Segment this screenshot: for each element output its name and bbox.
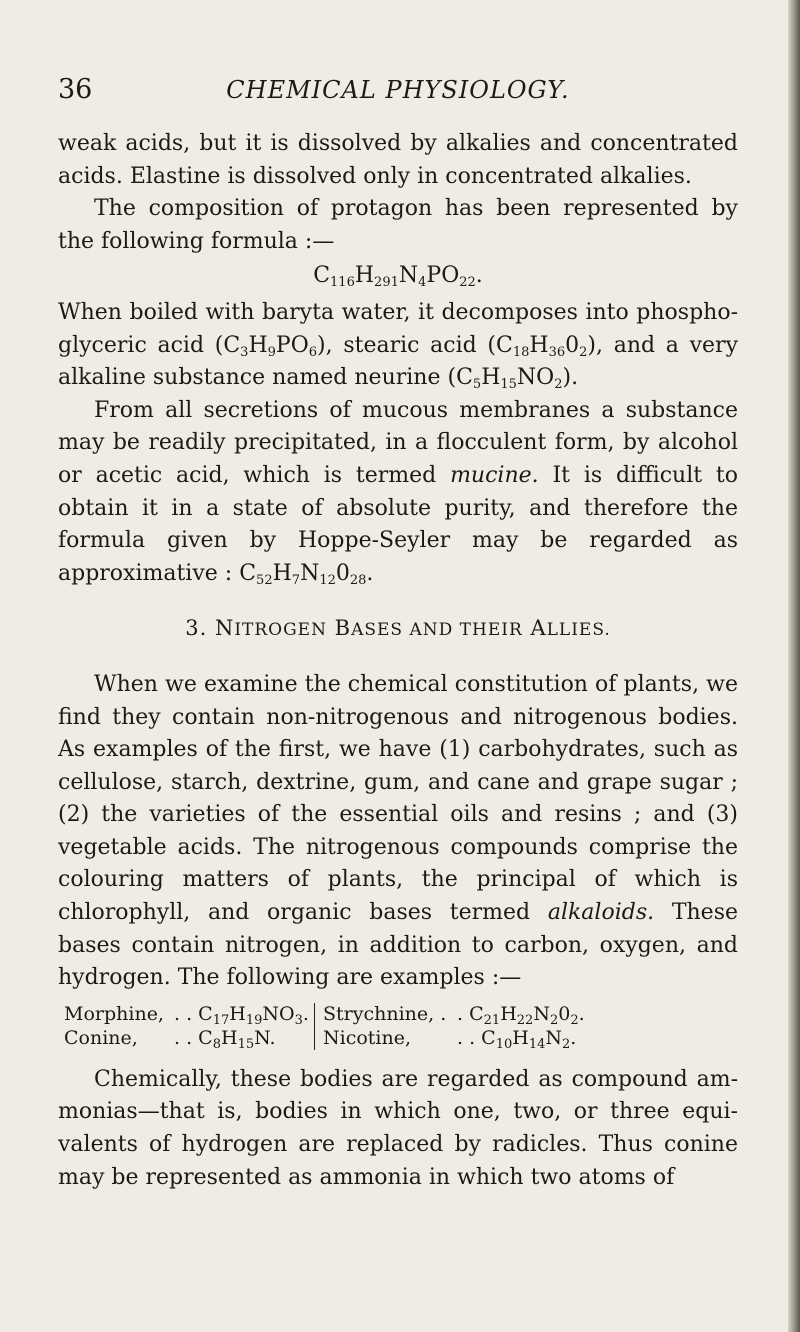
page-number: 36 bbox=[58, 74, 93, 105]
paragraph-baryta: When boiled with baryta water, it decomposes into phospho-glyceric acid $(C_3H_9PO_6)$, stearic acid $(C_{18}H_{36}0_2)$, and a very alkaline substance named neurine $(C_5H_{15}NO_2)$. bbox=[58, 299, 738, 393]
example-name: Strychnine, . bbox=[323, 1002, 447, 1025]
paragraph-plants: When we examine the chemical constitution of plants, we find they contain non-nitrogenous and nitrogenous bodies. As examples of the first, we have (1) carbohydrates, such as cellulose, starch, dextrine, gum, and cane and grape sugar ; (2) the varieties of the essential oils and resins ; and (3) vegetable acids. The nitrogenous compounds comprise the colouring matters of plants, the principal of which is chlorophyll, and organic bases termed alkaloids. These bases contain nitrogen, in addition to carbon, oxygen, and hydrogen. The following are examples :— bbox=[58, 671, 739, 991]
example-formula: . . $C_{17}H_{19}NO_3$. bbox=[174, 1002, 309, 1028]
body-text bbox=[58, 128, 738, 1194]
paragraph-mucine: From all secretions of mucous membranes a substance may be readily precipitated, in a flocculent form, by alcohol or acetic acid, which is termed mucine. It is difficult to obtain it in a state of absolute purity, and therefore the formula given by Hoppe-Seyler may be regarded as approximative : $C_{52}H_7N_{12}0_{28}$. bbox=[58, 397, 739, 588]
example-name: Conine, bbox=[64, 1026, 138, 1049]
examples-left-column bbox=[64, 1003, 314, 1050]
example-formula: . . $C_8H_{15}N$. bbox=[174, 1026, 276, 1052]
page-header bbox=[58, 74, 738, 114]
running-title: CHEMICAL PHYSIOLOGY. bbox=[226, 76, 570, 104]
example-formula: . . $C_{10}H_{14}N_2$. bbox=[457, 1026, 577, 1052]
example-formula: . $C_{21}H_{22}N_20_2$. bbox=[457, 1002, 585, 1028]
example-name: Nicotine, bbox=[323, 1026, 412, 1049]
paragraph-continuation: weak acids, but it is dissolved by alkalies and concentrated acids. Elastine is dissolved only in concentrated alkalies. bbox=[58, 131, 738, 189]
page-edge-shadow bbox=[788, 0, 800, 1332]
example-name: Morphine, bbox=[64, 1002, 164, 1025]
paragraph-protagon: The composition of protagon has been represented by the following formula :— bbox=[58, 196, 738, 254]
examples-right-column bbox=[314, 1003, 617, 1050]
alkaloid-examples-table bbox=[64, 1003, 738, 1050]
section-heading: 3. NITROGEN BASES AND THEIR ALLIES. bbox=[185, 616, 611, 641]
formula-mucine: $C_{52}H_7N_{12}0_{28}$. bbox=[239, 560, 374, 588]
formula-protagon: $C_{116}H_{291}N_4PO_{22}$. bbox=[313, 263, 483, 291]
paragraph-ammonias: Chemically, these bodies are regarded as compound am-monias—that is, bodies in which one, two, or three equi-valents of hydrogen are replaced by radicles. Thus conine may be represented as ammonia in which two atoms of bbox=[58, 1066, 738, 1190]
